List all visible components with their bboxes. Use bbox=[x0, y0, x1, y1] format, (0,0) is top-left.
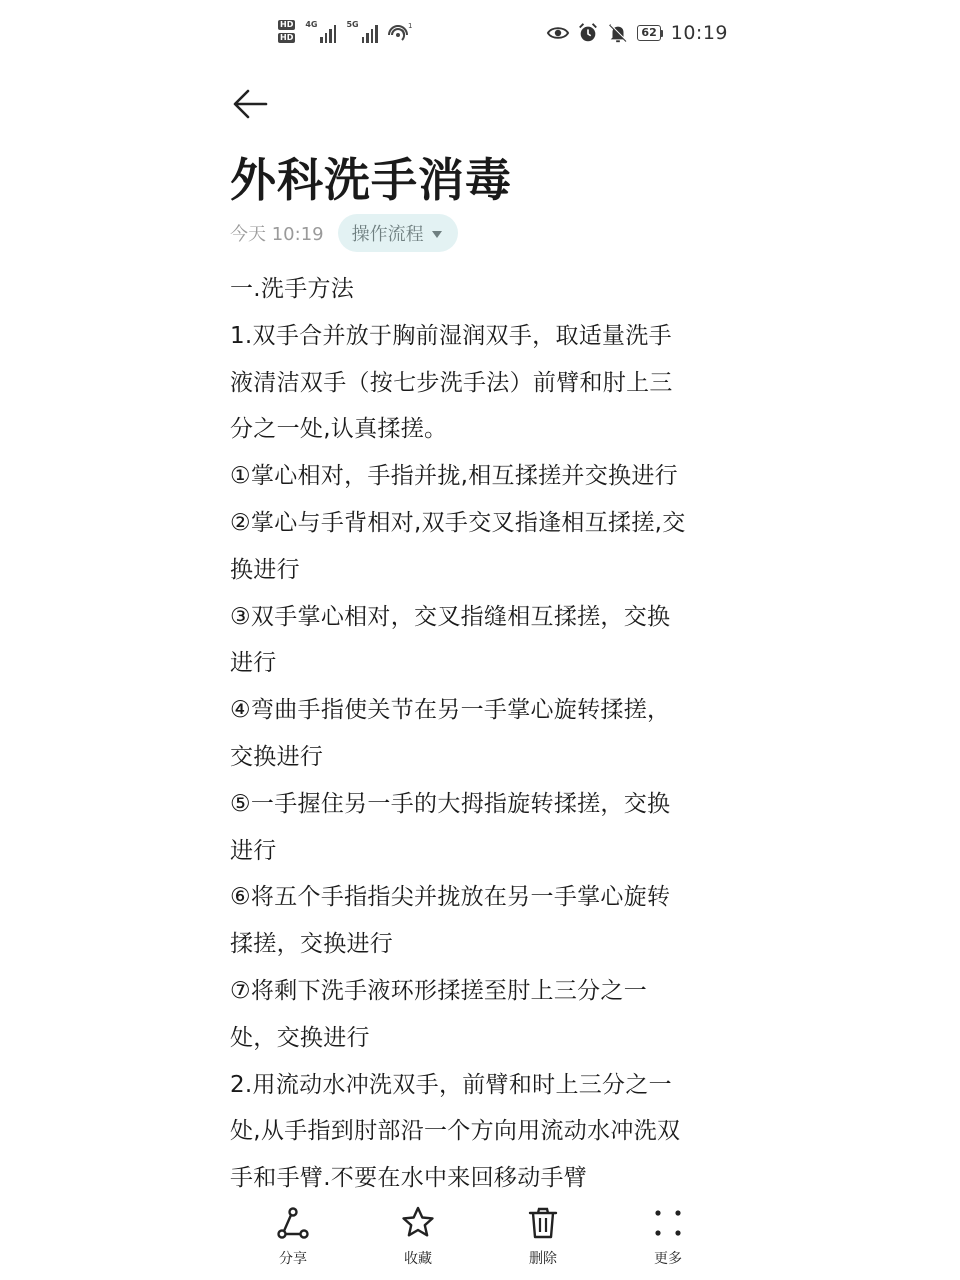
note-line: 进行 bbox=[230, 837, 277, 864]
note-line: 一.洗手方法 bbox=[230, 276, 355, 302]
note-line: ⑤一手握住另一手的大拇指旋转揉搓，交换 bbox=[230, 790, 671, 817]
wifi-icon bbox=[388, 21, 412, 43]
hd-badge-2: HD bbox=[280, 33, 294, 42]
note-line: ③双手掌心相对，交叉指缝相互揉搓，交换 bbox=[230, 603, 671, 630]
note-line: ⑥将五个手指指尖并拢放在另一手掌心旋转 bbox=[230, 884, 671, 911]
back-arrow-icon bbox=[230, 84, 270, 124]
more-dots-icon bbox=[649, 1204, 687, 1242]
note-screen bbox=[228, 0, 732, 1280]
note-line: 进行 bbox=[230, 650, 277, 677]
note-line: ④弯曲手指使关节在另一手掌心旋转揉搓， bbox=[230, 697, 671, 724]
more-label: 更多 bbox=[654, 1251, 682, 1267]
status-right bbox=[547, 22, 728, 44]
bell-off-icon bbox=[607, 22, 629, 44]
network-type-2: 5G bbox=[346, 19, 359, 29]
note-line: ⑦将剩下洗手液环形揉搓至肘上三分之一 bbox=[230, 977, 648, 1004]
eye-icon bbox=[547, 22, 569, 44]
share-label: 分享 bbox=[279, 1251, 307, 1267]
note-line: 1.双手合并放于胸前湿润双手，取适量洗手 bbox=[230, 322, 672, 349]
delete-label: 删除 bbox=[529, 1251, 557, 1267]
category-selector[interactable] bbox=[338, 214, 458, 252]
status-bar bbox=[228, 14, 732, 60]
bottom-toolbar bbox=[228, 1200, 732, 1280]
note-date: 今天 10:19 bbox=[230, 224, 324, 245]
note-line: 2.用流动水冲洗双手，前臂和时上三分之一 bbox=[230, 1071, 672, 1098]
note-line: 换进行 bbox=[230, 556, 300, 583]
trash-icon bbox=[524, 1204, 562, 1242]
note-line: 液清洁双手（按七步洗手法）前臂和肘上三 bbox=[230, 369, 673, 396]
note-body[interactable] bbox=[230, 266, 730, 1202]
network-type-1: 4G bbox=[305, 19, 318, 29]
note-line: ①掌心相对，手指并拢,相互揉搓并交换进行 bbox=[230, 463, 678, 490]
note-line: 处,从手指到肘部沿一个方向用流动水冲洗双 bbox=[230, 1118, 681, 1145]
signal-1-icon bbox=[305, 21, 336, 43]
share-button[interactable] bbox=[248, 1204, 338, 1274]
note-line: 交换进行 bbox=[230, 743, 324, 770]
battery-level: 62 bbox=[637, 25, 660, 41]
hd-badge-1: HD bbox=[280, 20, 294, 29]
battery-indicator bbox=[637, 24, 662, 42]
note-line: ②掌心与手背相对,双手交叉指逢相互揉搓,交 bbox=[230, 509, 686, 536]
note-title[interactable]: 外科洗手消毒 bbox=[230, 153, 512, 207]
note-line: 手和手臂.不要在水中来回移动手臂 bbox=[230, 1165, 588, 1192]
note-line: 处，交换进行 bbox=[230, 1024, 370, 1051]
caret-down-icon bbox=[432, 231, 442, 238]
delete-button[interactable] bbox=[498, 1204, 588, 1274]
svg-text:1: 1 bbox=[407, 21, 413, 30]
alarm-icon bbox=[577, 22, 599, 44]
category-label: 操作流程 bbox=[351, 224, 424, 245]
back-button[interactable] bbox=[230, 84, 270, 124]
status-left bbox=[278, 20, 412, 43]
note-line: 分之一处,认真揉搓。 bbox=[230, 416, 448, 443]
favorite-button[interactable] bbox=[373, 1204, 463, 1274]
note-line: 揉搓，交换进行 bbox=[230, 931, 394, 958]
note-meta bbox=[230, 213, 458, 253]
favorite-label: 收藏 bbox=[404, 1251, 432, 1267]
status-clock: 10:19 bbox=[670, 22, 728, 44]
share-icon bbox=[274, 1204, 312, 1242]
signal-2-icon bbox=[346, 21, 377, 43]
more-button[interactable] bbox=[623, 1204, 713, 1274]
star-icon bbox=[399, 1204, 437, 1242]
hd-badges bbox=[278, 20, 295, 43]
